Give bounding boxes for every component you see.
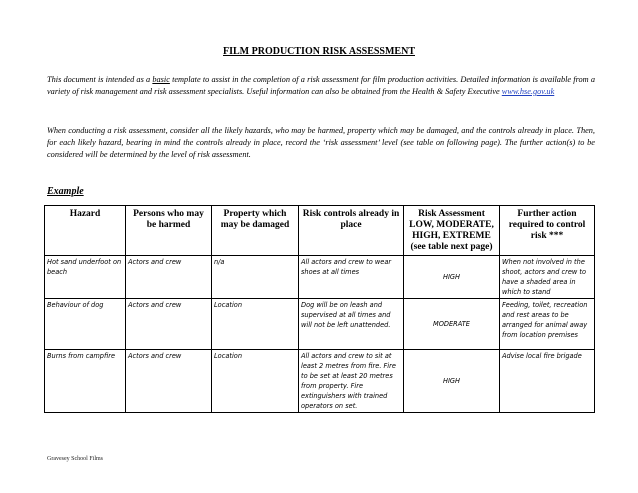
document-title: FILM PRODUCTION RISK ASSESSMENT <box>223 46 415 57</box>
risk-assessment-table <box>44 205 595 413</box>
cell-hazard: Burns from campfire <box>45 350 126 413</box>
cell-risk-level: HIGH <box>404 256 500 299</box>
intro-text-1b: template to assist in the completion of a risk assessment for film production activities. Detailed information is available from a variety of risk management and risk assessment specialists. Useful information can also be obtained from the Health & Safety Executive <box>47 75 595 96</box>
cell-further-action: Advise local fire brigade <box>500 350 595 413</box>
header-hazard: Hazard <box>45 206 126 256</box>
basic-emphasis: basic <box>152 75 170 84</box>
header-controls: Risk controls already in place <box>299 206 404 256</box>
cell-property: Location <box>212 299 299 350</box>
cell-hazard: Behaviour of dog <box>45 299 126 350</box>
example-heading: Example <box>47 186 84 197</box>
cell-persons: Actors and crew <box>126 299 212 350</box>
cell-controls: All actors and crew to wear shoes at all times <box>299 256 404 299</box>
cell-property: n/a <box>212 256 299 299</box>
header-property: Property which may be damaged <box>212 206 299 256</box>
page-footer: Gravesey School Films <box>47 456 103 462</box>
cell-controls: All actors and crew to sit at least 2 metres from fire. Fire to be set at least 20 metres from property. Fire extinguishers with trained operators on set. <box>299 350 404 413</box>
header-risk-assessment: Risk Assessment LOW, MODERATE, HIGH, EXTREME (see table next page) <box>404 206 500 256</box>
cell-risk-level: HIGH <box>404 350 500 413</box>
table-row <box>45 350 595 413</box>
cell-further-action: Feeding, toilet, recreation and rest areas to be arranged for animal away from location premises <box>500 299 595 350</box>
intro-paragraph-1 <box>47 74 595 98</box>
cell-risk-level: MODERATE <box>404 299 500 350</box>
cell-persons: Actors and crew <box>126 350 212 413</box>
table-row <box>45 299 595 350</box>
cell-property: Location <box>212 350 299 413</box>
cell-further-action: When not involved in the shoot, actors and crew to have a shaded area in which to stand <box>500 256 595 299</box>
intro-paragraph-2: When conducting a risk assessment, consider all the likely hazards, who may be harmed, property which may be damaged, and the controls already in place. Then, for each likely hazard, bearing in mind the controls already in place, record the ‘risk assessment’ level (see table on following page). The further action(s) to be considered will be determined by the level of risk assessment. <box>47 126 595 159</box>
cell-controls: Dog will be on leash and supervised at all times and will not be left unattended. <box>299 299 404 350</box>
header-further-action: Further action required to control risk *** <box>500 206 595 256</box>
table-row <box>45 256 595 299</box>
table-header-row <box>45 206 595 256</box>
hse-link[interactable]: www.hse.gov.uk <box>501 87 555 96</box>
intro-text-1a: This document is intended as a <box>47 75 153 84</box>
header-persons: Persons who may be harmed <box>126 206 212 256</box>
cell-persons: Actors and crew <box>126 256 212 299</box>
cell-hazard: Hot sand underfoot on beach <box>45 256 126 299</box>
